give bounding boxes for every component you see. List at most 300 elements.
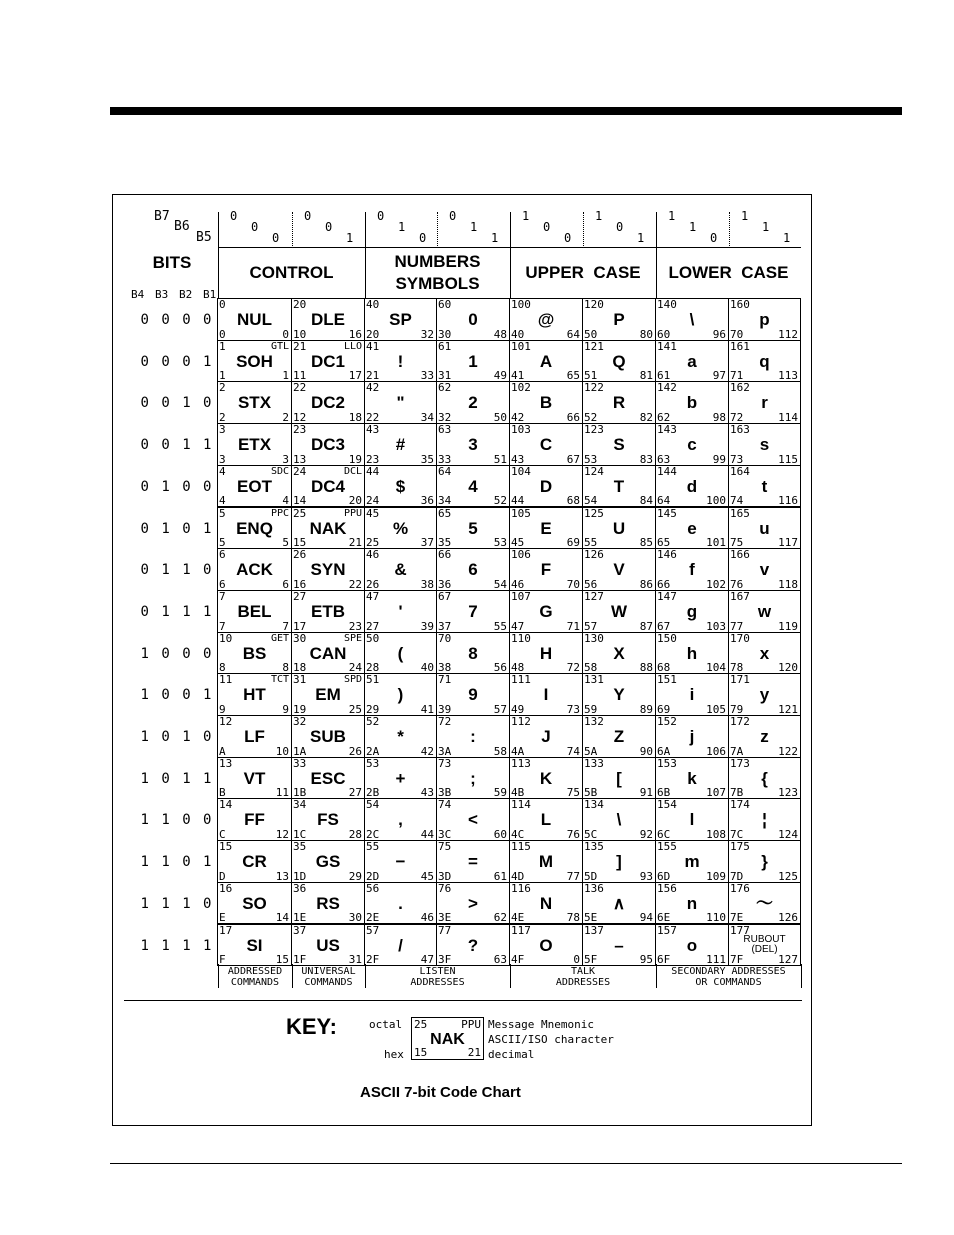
group-control: CONTROL [249, 263, 334, 282]
header-divider [218, 247, 801, 248]
cell-hex: 8 [219, 661, 226, 675]
cell-decimal: 32 [420, 327, 434, 341]
row-bit-pattern: 0 1 0 0 [140, 478, 214, 495]
cell-character: ENQ [236, 518, 273, 538]
cell-octal: 22 [293, 381, 307, 395]
cell-decimal: 37 [420, 536, 434, 550]
cell-decimal: 17 [348, 369, 362, 383]
cell-character: # [395, 435, 406, 455]
cell-octal: 76 [438, 881, 452, 895]
cell-decimal: 67 [566, 452, 580, 466]
cell-decimal: 114 [778, 411, 798, 425]
cell-character: ETX [237, 435, 272, 455]
code-cell [364, 715, 437, 758]
cell-decimal: 42 [420, 744, 434, 758]
code-cell [728, 924, 801, 967]
cell-hex: 35 [438, 536, 452, 550]
group-separator [656, 212, 657, 299]
code-cell [509, 340, 583, 383]
row-bit-pattern: 1 1 0 0 [140, 812, 214, 829]
column-bit-separator [437, 212, 438, 246]
cell-hex: 34 [438, 494, 452, 508]
code-cell [655, 590, 729, 633]
cell-octal: 66 [438, 548, 452, 562]
cell-character: f [689, 560, 695, 580]
code-cell [582, 632, 656, 675]
cell-hex: 3A [438, 744, 452, 758]
column-bit-value: 1 [346, 231, 354, 245]
cell-hex: 1A [293, 744, 307, 758]
code-cell [364, 757, 437, 800]
cell-octal: 15 [219, 840, 233, 854]
cell-character: V [613, 560, 625, 580]
code-cell [364, 798, 437, 841]
cell-character: X [613, 643, 625, 663]
cell-hex: 53 [584, 452, 598, 466]
cell-hex: 27 [366, 619, 380, 633]
cell-hex: 56 [584, 577, 598, 591]
row-bit-pattern: 1 0 0 1 [140, 687, 214, 704]
row-bit-pattern: 1 0 0 0 [140, 645, 214, 662]
cell-decimal: 86 [639, 577, 653, 591]
cell-hex: 71 [730, 369, 744, 383]
cell-octal: 131 [584, 673, 604, 687]
code-cell [436, 757, 510, 800]
cell-hex: 4D [511, 869, 525, 883]
code-cell [436, 465, 510, 508]
column-bit-value: 0 [325, 220, 333, 234]
cell-decimal: 35 [420, 452, 434, 466]
cell-octal: 174 [730, 798, 750, 812]
cell-decimal: 64 [566, 327, 580, 341]
cell-character: NAK [309, 518, 347, 538]
code-cell [364, 465, 437, 508]
cell-character: A [539, 351, 553, 371]
code-cell [509, 673, 583, 716]
b7-label: B7 [154, 209, 170, 224]
chart-title: ASCII 7-bit Code Chart [360, 1084, 521, 1101]
cell-decimal: 66 [566, 411, 580, 425]
column-footer-label: UNIVERSAL COMMANDS [301, 966, 356, 988]
cell-decimal: 95 [639, 953, 653, 967]
cell-hex: 24 [366, 494, 380, 508]
cell-octal: 162 [730, 381, 750, 395]
cell-decimal: 118 [778, 577, 798, 591]
key-example-char: NAK [430, 1031, 465, 1048]
cell-decimal: 46 [420, 911, 434, 925]
cell-octal: 54 [366, 798, 380, 812]
cell-decimal: 110 [706, 911, 726, 925]
footer-separator [292, 964, 293, 988]
cell-octal: 116 [511, 881, 531, 895]
code-cell [436, 924, 510, 967]
cell-hex: 74 [730, 494, 744, 508]
cell-octal: 173 [730, 756, 750, 770]
code-cell [728, 423, 801, 466]
cell-decimal: 41 [420, 702, 434, 716]
b3-label: B3 [155, 288, 169, 301]
cell-octal: 154 [657, 798, 677, 812]
cell-hex: 5 [219, 536, 226, 550]
code-cell [728, 715, 801, 758]
cell-hex: 3 [219, 452, 226, 466]
cell-decimal: 15 [275, 953, 289, 967]
cell-octal: 163 [730, 423, 750, 437]
column-bit-value: 1 [522, 209, 530, 223]
cell-decimal: 5 [282, 536, 289, 550]
cell-hex: 46 [511, 577, 525, 591]
cell-decimal: 34 [420, 411, 434, 425]
cell-character: 1 [468, 351, 478, 371]
column-bit-value: 0 [564, 231, 572, 245]
cell-hex: 38 [438, 661, 452, 675]
cell-hex: 15 [293, 536, 307, 550]
code-cell [655, 340, 729, 383]
cell-octal: 6 [219, 548, 226, 562]
cell-character: \ [616, 810, 622, 830]
cell-decimal: 44 [420, 828, 434, 842]
cell-octal: 147 [657, 589, 677, 603]
cell-mnemonic: DCL [343, 465, 362, 477]
cell-octal: 53 [366, 756, 380, 770]
cell-decimal: 47 [420, 953, 434, 967]
cell-character: SI [246, 935, 263, 955]
code-cell [291, 715, 365, 758]
column-bit-value: 0 [272, 231, 280, 245]
cell-character: R [612, 393, 626, 413]
code-cell [217, 757, 292, 800]
cell-octal: 106 [511, 548, 531, 562]
cell-decimal: 80 [639, 327, 653, 341]
cell-octal: 124 [584, 464, 604, 478]
cell-character: EOT [237, 476, 272, 496]
cell-hex: 3D [438, 869, 452, 883]
cell-hex: 48 [511, 661, 525, 675]
cell-octal: 2 [219, 381, 226, 395]
footer-separator [365, 964, 366, 988]
cell-octal: 141 [657, 339, 677, 353]
cell-character: z [760, 727, 769, 746]
cell-decimal: 70 [566, 577, 580, 591]
code-cell [655, 632, 729, 675]
cell-hex: 70 [730, 327, 744, 341]
code-cell [436, 507, 510, 550]
cell-character: \ [689, 310, 695, 329]
cell-hex: 60 [657, 327, 671, 341]
cell-octal: 0 [219, 298, 226, 311]
cell-decimal: 3 [282, 452, 289, 466]
cell-hex: 52 [584, 411, 598, 425]
cell-character: FF [244, 810, 265, 830]
cell-octal: 153 [657, 756, 677, 770]
code-cell [436, 715, 510, 758]
cell-octal: 143 [657, 423, 677, 437]
cell-hex: 5E [584, 911, 598, 925]
row-bit-pattern: 0 1 1 1 [140, 603, 214, 620]
code-cell [291, 757, 365, 800]
cell-octal: 24 [293, 464, 307, 478]
cell-character: t [761, 476, 768, 496]
cell-decimal: 49 [493, 369, 507, 383]
cell-character: a [687, 351, 697, 371]
cell-decimal: 109 [706, 869, 726, 883]
cell-hex: 6E [657, 911, 671, 925]
cell-octal: 13 [219, 756, 233, 770]
cell-hex: 3B [438, 786, 452, 800]
column-footer-label: SECONDARY ADDRESSES OR COMMANDS [671, 966, 786, 988]
code-cell [436, 798, 510, 841]
cell-character: 7 [468, 601, 478, 621]
cell-character: – [614, 935, 624, 955]
code-cell [509, 298, 583, 341]
cell-character: BEL [237, 601, 272, 621]
cell-hex: E [219, 911, 226, 925]
cell-hex: 39 [438, 702, 452, 716]
cell-character: / [398, 935, 403, 955]
cell-hex: 77 [730, 619, 744, 633]
cell-decimal: 124 [778, 828, 798, 842]
cell-hex: 23 [366, 452, 380, 466]
cell-hex: 1F [293, 953, 307, 967]
cell-character: > [468, 893, 478, 913]
column-bit-value: 0 [251, 220, 259, 234]
cell-hex: 19 [293, 702, 307, 716]
cell-decimal: 102 [706, 577, 726, 591]
cell-decimal: 52 [493, 494, 507, 508]
column-bit-separator [292, 212, 293, 246]
code-cell [509, 882, 583, 925]
cell-character: T [613, 476, 625, 496]
cell-octal: 117 [511, 923, 531, 937]
code-cell [582, 673, 656, 716]
cell-mnemonic: SPD [343, 674, 362, 686]
cell-decimal: 31 [348, 953, 362, 967]
cell-decimal: 48 [493, 327, 507, 341]
cell-mnemonic: SPE [343, 632, 362, 644]
cell-octal: 156 [657, 881, 677, 895]
cell-octal: 23 [293, 423, 307, 437]
cell-decimal: 73 [566, 702, 580, 716]
code-cell [655, 757, 729, 800]
code-cell [217, 882, 292, 925]
cell-character: ' [398, 601, 403, 621]
code-cell [217, 590, 292, 633]
cell-character: 〜 [756, 893, 773, 913]
key-octal-label: octal [369, 1018, 403, 1031]
cell-hex: 31 [438, 369, 452, 383]
cell-hex: 76 [730, 577, 744, 591]
cell-decimal: 75 [566, 786, 580, 800]
cell-decimal: 20 [348, 494, 362, 508]
cell-decimal: 88 [639, 661, 653, 675]
cell-decimal: 27 [348, 786, 362, 800]
code-cell [655, 673, 729, 716]
cell-mnemonic: TCT [270, 674, 289, 686]
cell-decimal: 13 [275, 869, 289, 883]
cell-octal: 140 [657, 298, 677, 311]
code-cell [217, 548, 292, 591]
cell-octal: 27 [293, 589, 307, 603]
column-bit-value: 0 [543, 220, 551, 234]
cell-octal: 111 [511, 673, 531, 687]
cell-hex: 5B [584, 786, 598, 800]
cell-hex: 20 [366, 327, 380, 341]
cell-octal: 146 [657, 548, 677, 562]
cell-decimal: 111 [706, 953, 726, 967]
cell-octal: 34 [293, 798, 307, 812]
cell-mnemonic: SDC [270, 465, 289, 477]
key-title: KEY: [286, 1014, 337, 1039]
cell-octal: 1 [219, 339, 226, 353]
cell-hex: 1C [293, 828, 307, 842]
code-cell [655, 924, 729, 967]
cell-hex: 7A [730, 744, 744, 758]
column-bit-value: 1 [689, 220, 697, 234]
code-cell [364, 882, 437, 925]
cell-octal: 105 [511, 506, 531, 520]
cell-decimal: 36 [420, 494, 434, 508]
code-cell [728, 465, 801, 508]
cell-character: l [689, 810, 695, 830]
cell-octal: 114 [511, 798, 531, 812]
cell-decimal: 92 [639, 828, 653, 842]
cell-character: ETB [311, 601, 345, 621]
cell-hex: 78 [730, 661, 744, 675]
key-desc-mnemonic: Message Mnemonic [488, 1018, 594, 1031]
code-cell [217, 673, 292, 716]
cell-decimal: 23 [348, 619, 362, 633]
cell-decimal: 120 [778, 661, 798, 675]
cell-character: u [759, 518, 770, 538]
cell-octal: 175 [730, 840, 750, 854]
code-cell [291, 924, 365, 967]
cell-decimal: 117 [778, 536, 798, 550]
cell-character: VT [243, 768, 266, 788]
key-desc-char: ASCII/ISO character [488, 1033, 614, 1046]
cell-character: ( [397, 643, 404, 663]
code-cell [217, 298, 292, 341]
cell-decimal: 56 [493, 661, 507, 675]
cell-character: w [757, 601, 772, 621]
cell-decimal: 26 [348, 744, 362, 758]
bottom-rule [110, 1163, 902, 1164]
cell-character: ] [616, 852, 622, 872]
cell-octal: 71 [438, 673, 452, 687]
cell-octal: 67 [438, 589, 452, 603]
column-bit-value: 1 [637, 231, 645, 245]
cell-octal: 104 [511, 464, 531, 478]
footer-separator [801, 964, 802, 988]
cell-octal: 77 [438, 923, 452, 937]
cell-character: $ [395, 476, 406, 496]
cell-decimal: 98 [712, 411, 726, 425]
code-cell [291, 882, 365, 925]
cell-hex: 64 [657, 494, 671, 508]
cell-octal: 63 [438, 423, 452, 437]
cell-character: ) [397, 685, 404, 705]
cell-octal: 135 [584, 840, 604, 854]
cell-character: DC2 [310, 393, 345, 413]
cell-decimal: 90 [639, 744, 653, 758]
cell-hex: 21 [366, 369, 380, 383]
cell-octal: 133 [584, 756, 604, 770]
code-cell [582, 423, 656, 466]
group-separator [510, 212, 511, 299]
cell-octal: 160 [730, 298, 750, 311]
row-bit-pattern: 1 1 0 1 [140, 854, 214, 871]
bits-title: BITS [152, 253, 192, 272]
cell-hex: 58 [584, 661, 598, 675]
cell-octal: 4 [219, 464, 226, 478]
row-bit-pattern: 0 1 1 0 [140, 562, 214, 579]
code-cell [582, 465, 656, 508]
cell-character: ESC [310, 768, 346, 788]
cell-octal: 101 [511, 339, 531, 353]
cell-decimal: 16 [348, 327, 362, 341]
code-cell [728, 757, 801, 800]
cell-octal: 57 [366, 923, 380, 937]
cell-hex: 36 [438, 577, 452, 591]
cell-hex: 5C [584, 828, 598, 842]
cell-character: q [759, 351, 770, 371]
code-cell [582, 590, 656, 633]
cell-hex: 68 [657, 661, 671, 675]
column-bit-value: 1 [470, 220, 478, 234]
cell-decimal: 69 [566, 536, 580, 550]
cell-character: y [759, 685, 770, 705]
cell-octal: 52 [366, 715, 380, 728]
cell-hex: 54 [584, 494, 598, 508]
code-cell [436, 548, 510, 591]
cell-hex: C [219, 828, 226, 842]
code-cell [364, 840, 437, 883]
code-cell [509, 757, 583, 800]
code-cell [728, 507, 801, 550]
cell-octal: 56 [366, 881, 380, 895]
cell-decimal: 14 [275, 911, 289, 925]
code-cell [436, 423, 510, 466]
column-bit-value: 0 [616, 220, 624, 234]
cell-hex: 7C [730, 828, 744, 842]
cell-hex: 16 [293, 577, 307, 591]
code-cell [509, 715, 583, 758]
cell-octal: 31 [293, 673, 307, 687]
cell-character: US [316, 935, 340, 955]
code-cell [728, 673, 801, 716]
code-cell [582, 298, 656, 341]
row-bit-pattern: 1 1 1 0 [140, 895, 214, 912]
cell-hex: 50 [584, 327, 598, 341]
cell-decimal: 58 [493, 744, 507, 758]
cell-hex: 11 [293, 369, 307, 383]
cell-octal: 150 [657, 631, 677, 645]
cell-decimal: 43 [420, 786, 434, 800]
cell-octal: 130 [584, 631, 604, 645]
cell-character: F [540, 560, 552, 580]
cell-octal: 35 [293, 840, 307, 854]
cell-decimal: 55 [493, 619, 507, 633]
cell-octal: 10 [219, 631, 233, 645]
cell-character: GS [315, 852, 341, 872]
code-cell [582, 882, 656, 925]
cell-octal: 3 [219, 423, 226, 437]
cell-hex: 63 [657, 452, 671, 466]
cell-octal: 75 [438, 840, 452, 854]
cell-hex: 62 [657, 411, 671, 425]
cell-hex: 33 [438, 452, 452, 466]
cell-decimal: 83 [639, 452, 653, 466]
cell-decimal: 61 [493, 869, 507, 883]
